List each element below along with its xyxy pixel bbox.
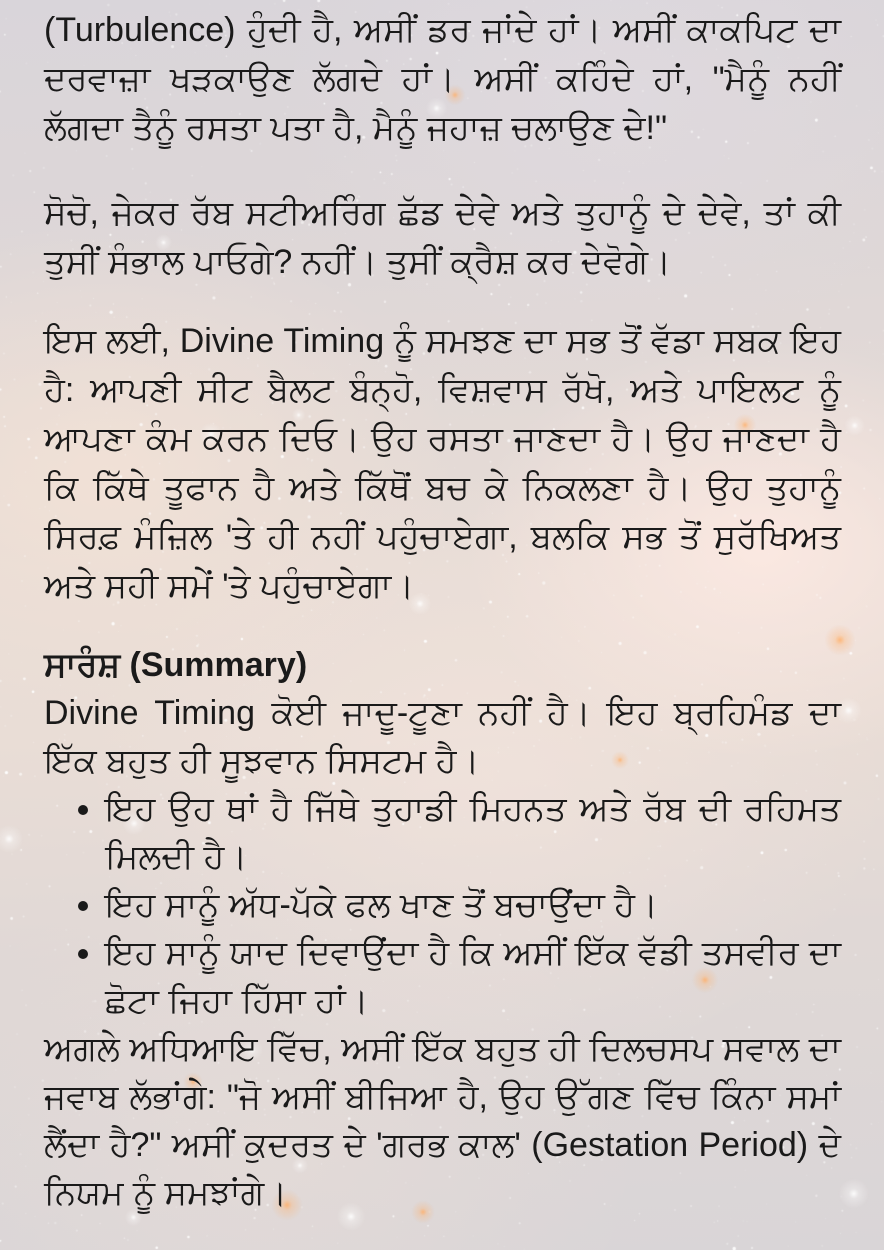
paragraph-lesson: ਇਸ ਲਈ, Divine Timing ਨੂੰ ਸਮਝਣ ਦਾ ਸਭ ਤੋਂ ਵੱਡਾ ਸਬਕ ਇਹ ਹੈ: ਆਪਣੀ ਸੀਟ ਬੈਲਟ ਬੰਨ੍ਹੋ, ਵਿਸ਼ਵਾਸ ਰੱਖੋ, ਅਤੇ ਪਾਇਲਟ ਨੂੰ ਆਪਣਾ ਕੰਮ ਕਰਨ ਦਿਓ। ਉਹ ਰਸਤਾ ਜਾਣਦਾ ਹੈ। ਉਹ ਜਾਣਦਾ ਹੈ ਕਿ ਕਿੱਥੇ ਤੂਫਾਨ ਹੈ ਅਤੇ ਕਿੱਥੋਂ ਬਚ ਕੇ ਨਿਕਲਣਾ ਹੈ। ਉਹ ਤੁਹਾਨੂੰ ਸਿਰਫ਼ ਮੰਜ਼ਿਲ 'ਤੇ ਹੀ ਨਹੀਂ ਪਹੁੰਚਾਏਗਾ, ਬਲਕਿ ਸਭ ਤੋਂ ਸੁਰੱਖਿਅਤ ਅਤੇ ਸਹੀ ਸਮੇਂ 'ਤੇ ਪਹੁੰਚਾਏਗਾ। bbox=[44, 322, 841, 605]
paragraph-think: ਸੋਚੋ, ਜੇਕਰ ਰੱਬ ਸਟੀਅਰਿੰਗ ਛੱਡ ਦੇਵੇ ਅਤੇ ਤੁਹਾਨੂੰ ਦੇ ਦੇਵੇ, ਤਾਂ ਕੀ ਤੁਸੀਂ ਸੰਭਾਲ ਪਾਓਗੇ? ਨਹੀਂ। ਤੁਸੀਂ ਕ੍ਰੈਸ਼ ਕਰ ਦੇਵੋਗੇ। bbox=[44, 194, 841, 281]
bullet-item: • ਇਹ ਸਾਨੂੰ ਯਾਦ ਦਿਵਾਉਂਦਾ ਹੈ ਕਿ ਅਸੀਂ ਇੱਕ ਵੱਡੀ ਤਸਵੀਰ ਦਾ ਛੋਟਾ ਜਿਹਾ ਹਿੱਸਾ ਹਾਂ। bbox=[105, 929, 841, 1025]
paragraph-turbulence: (Turbulence) ਹੁੰਦੀ ਹੈ, ਅਸੀਂ ਡਰ ਜਾਂਦੇ ਹਾਂ। ਅਸੀਂ ਕਾਕਪਿਟ ਦਾ ਦਰਵਾਜ਼ਾ ਖੜਕਾਉਣ ਲੱਗਦੇ ਹਾਂ। ਅਸੀਂ ਕਹਿੰਦੇ ਹਾਂ, "ਮੈਨੂੰ ਨਹੀਂ ਲੱਗਦਾ ਤੈਨੂੰ ਰਸਤਾ ਪਤਾ ਹੈ, ਮੈਨੂੰ ਜਹਾਜ਼ ਚਲਾਉਣ ਦੇ!" bbox=[44, 11, 841, 147]
page-content bbox=[44, 6, 841, 1217]
summary-heading: ਸਾਰੰਸ਼ (Summary) bbox=[44, 646, 308, 684]
summary-bullet-list bbox=[44, 785, 841, 1025]
bullet-item: • ਇਹ ਉਹ ਥਾਂ ਹੈ ਜਿੱਥੇ ਤੁਹਾਡੀ ਮਿਹਨਤ ਅਤੇ ਰੱਬ ਦੀ ਰਹਿਮਤ ਮਿਲਦੀ ਹੈ। bbox=[105, 785, 841, 881]
summary-intro: Divine Timing ਕੋਈ ਜਾਦੂ-ਟੂਣਾ ਨਹੀਂ ਹੈ। ਇਹ ਬ੍ਰਹਿਮੰਡ ਦਾ ਇੱਕ ਬਹੁਤ ਹੀ ਸੂਝਵਾਨ ਸਿਸਟਮ ਹੈ। bbox=[44, 694, 841, 780]
closing-paragraph: ਅਗਲੇ ਅਧਿਆਇ ਵਿੱਚ, ਅਸੀਂ ਇੱਕ ਬਹੁਤ ਹੀ ਦਿਲਚਸਪ ਸਵਾਲ ਦਾ ਜਵਾਬ ਲੱਭਾਂਗੇ: "ਜੋ ਅਸੀਂ ਬੀਜਿਆ ਹੈ, ਉਹ ਉੱਗਣ ਵਿੱਚ ਕਿੰਨਾ ਸਮਾਂ ਲੈਂਦਾ ਹੈ?" ਅਸੀਂ ਕੁਦਰਤ ਦੇ 'ਗਰਭ ਕਾਲ' (Gestation Period) ਦੇ ਨਿਯਮ ਨੂੰ ਸਮਝਾਂਗੇ। bbox=[44, 1030, 841, 1212]
bullet-item: • ਇਹ ਸਾਨੂੰ ਅੱਧ-ਪੱਕੇ ਫਲ ਖਾਣ ਤੋਂ ਬਚਾਉਂਦਾ ਹੈ। bbox=[105, 881, 841, 929]
summary-section bbox=[44, 641, 841, 1217]
